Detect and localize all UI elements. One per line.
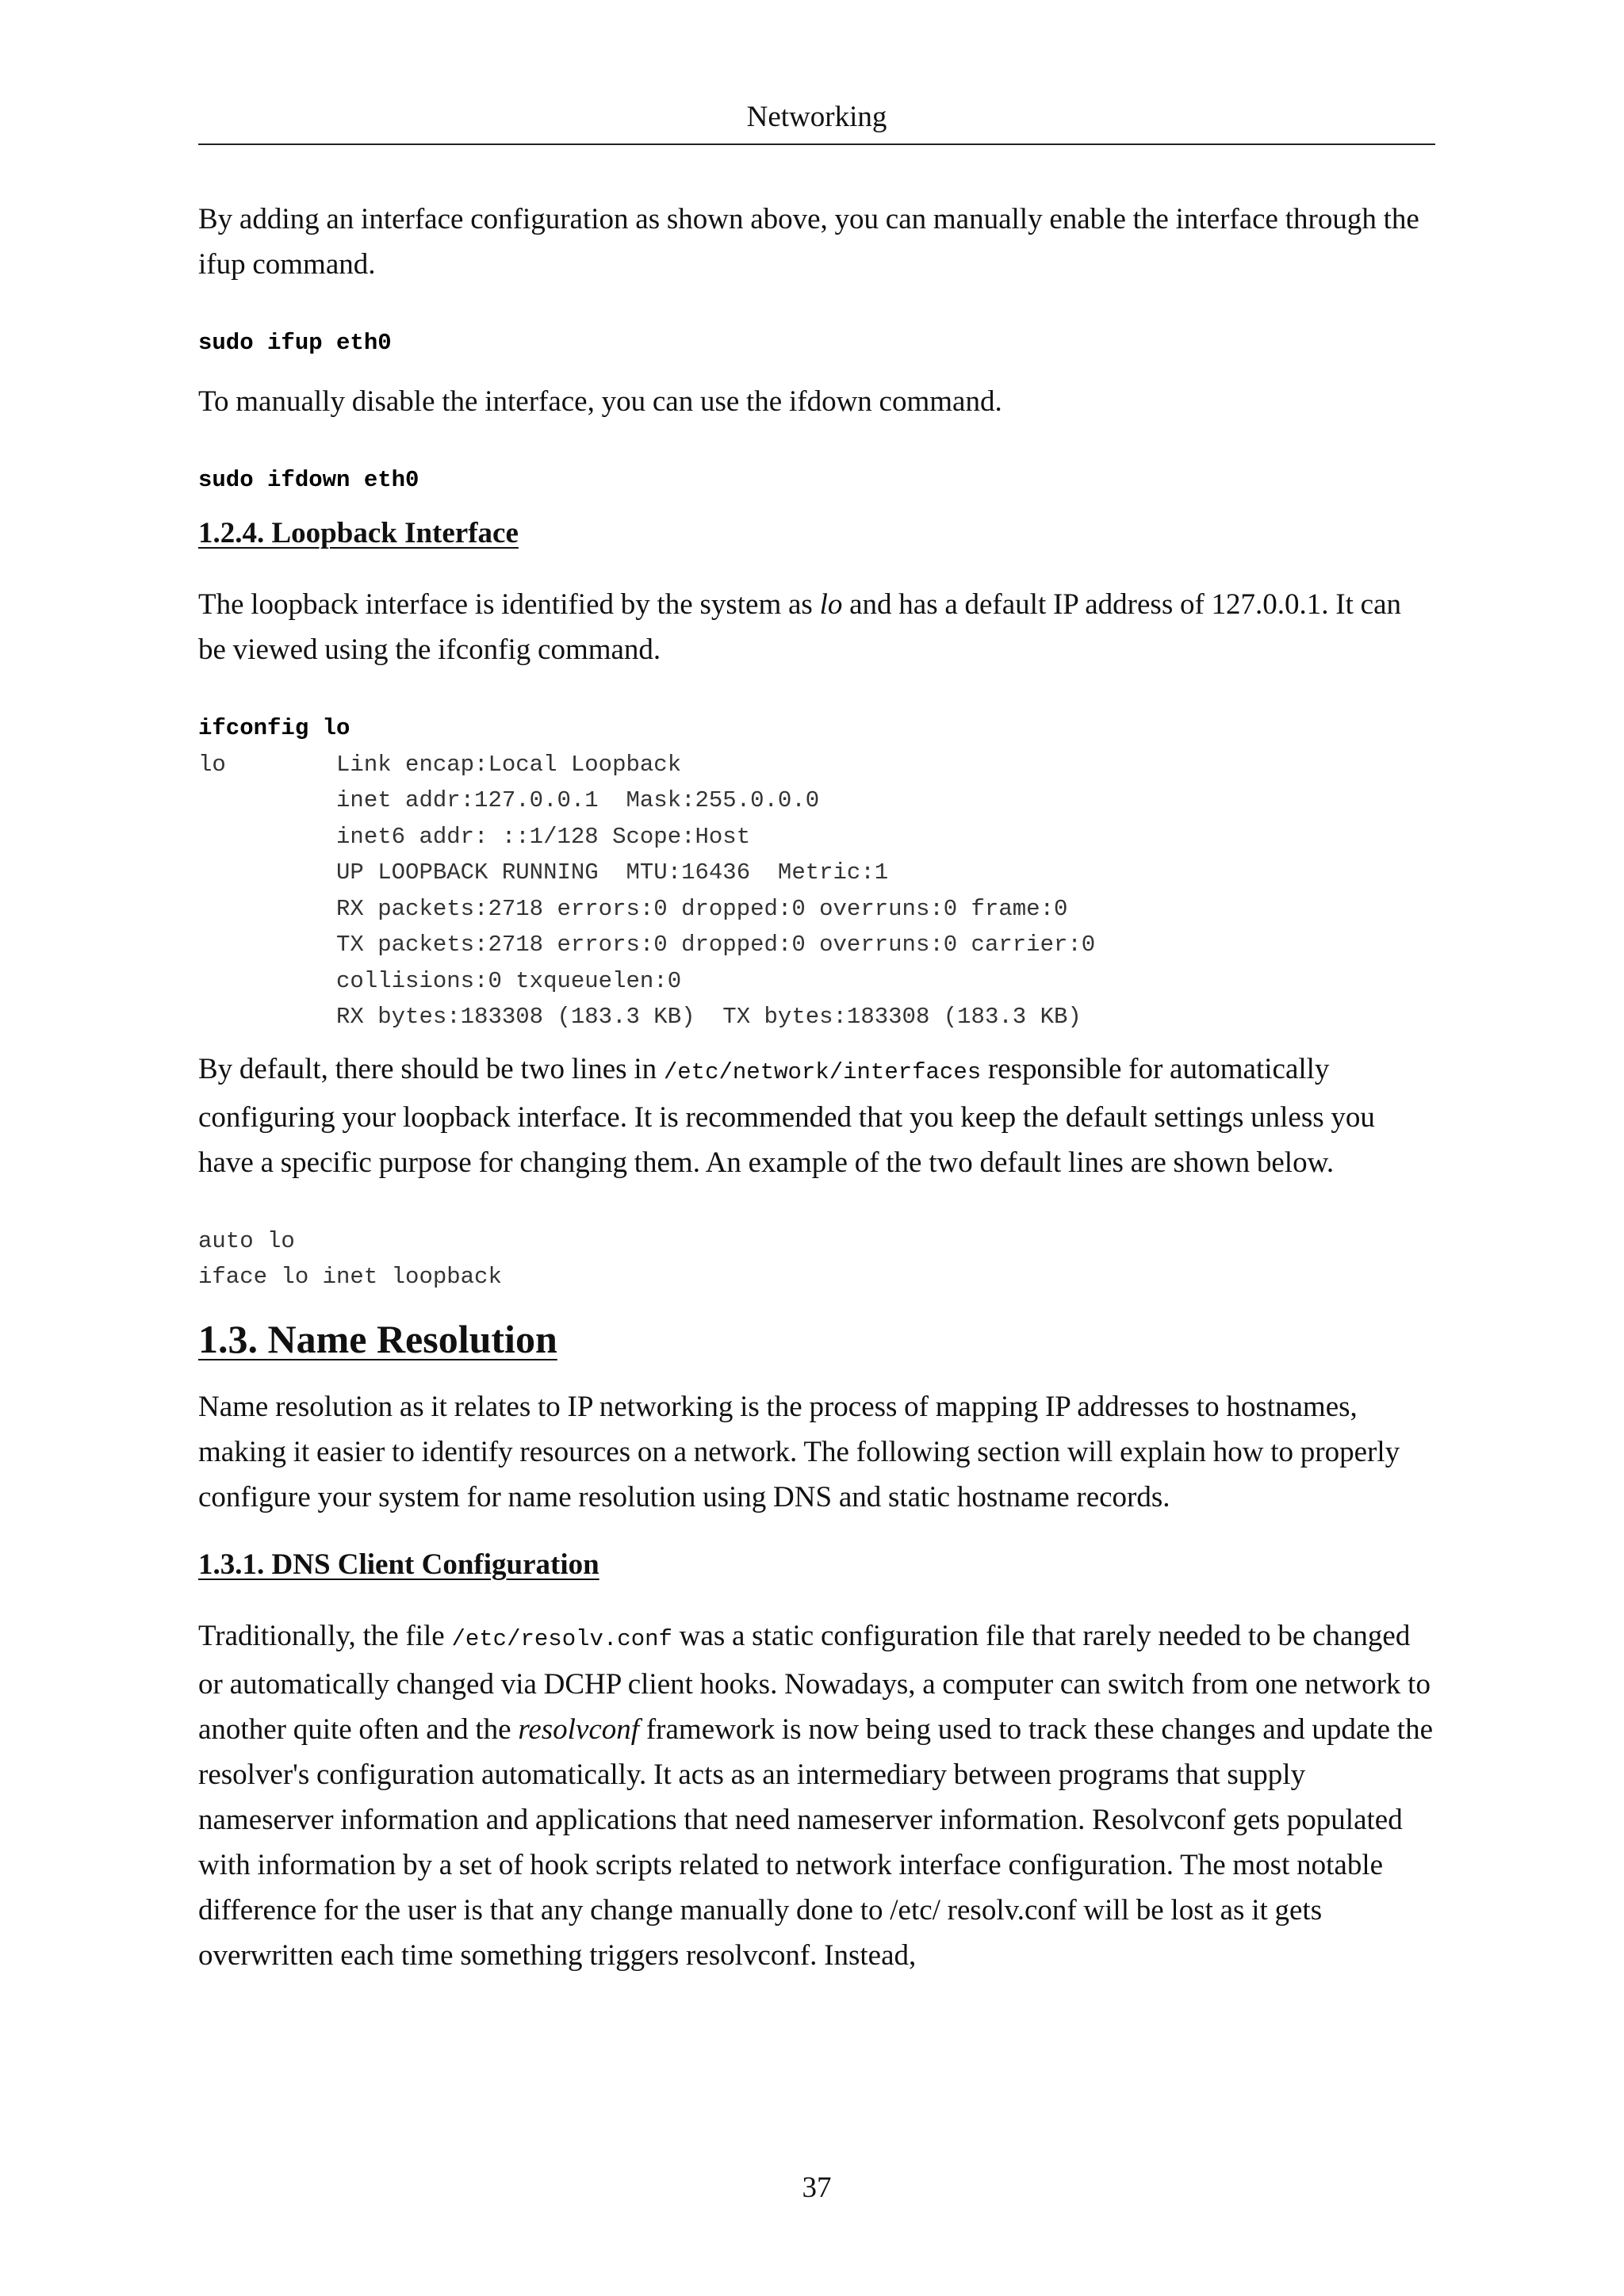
running-header: Networking [746,101,887,133]
code-line: TX packets:2718 errors:0 dropped:0 overruns:0 carrier:0 [198,932,1096,958]
section-heading-dns-client: 1.3.1. DNS Client Configuration [198,1548,599,1581]
code-line: UP LOOPBACK RUNNING MTU:16436 Metric:1 [198,859,889,886]
text-run: By default, there should be two lines in [198,1052,664,1085]
inline-code-interfaces-path: /etc/network/interfaces [663,1058,982,1085]
code-line: auto lo [198,1227,295,1254]
code-line: inet6 addr: ::1/128 Scope:Host [198,823,751,850]
paragraph-resolvconf [198,1613,1435,1978]
text-run: responsible for automatically configuring your loopback interface. It is recommended that you keep the default settings unless you have a specific purpose for changing them. An example of the two default lines are shown below. [198,1052,1375,1179]
code-command-ifdown: sudo ifdown eth0 [198,466,419,493]
paragraph-name-resolution: Name resolution as it relates to IP networking is the process of mapping IP addresses to hostnames, making it easier to identify resources on a network. The following section will explain how to properly configure your system for name resolution using DNS and static hostname records. [198,1390,1400,1513]
code-block-ifdown [198,462,1435,499]
code-line: inet addr:127.0.0.1 Mask:255.0.0.0 [198,787,820,813]
code-line: RX packets:2718 errors:0 dropped:0 overruns:0 frame:0 [198,895,1068,922]
paragraph-loopback-description [198,582,1435,672]
emphasis-lo: lo [819,588,843,621]
code-block-default-lines [198,1223,1435,1295]
code-block-ifup [198,325,1435,362]
code-block-ifconfig [198,710,1435,1035]
inline-code-resolv-path: /etc/resolv.conf [451,1625,672,1652]
code-line: iface lo inet loopback [198,1264,502,1290]
page-body [198,197,1435,1978]
section-heading-name-resolution: 1.3. Name Resolution [198,1316,557,1361]
text-run: was a static configuration file that rarely needed to be changed or automatically changed via DCHP client hooks. Nowadays, a computer can switch from one network to another quite often and the [198,1619,1431,1746]
code-line: collisions:0 txqueuelen:0 [198,967,682,994]
header-divider [198,144,1435,145]
code-command-ifup: sudo ifup eth0 [198,330,392,356]
page-number: 37 [802,2172,832,2204]
text-run: The loopback interface is identified by the system as [198,588,820,621]
section-heading-loopback: 1.2.4. Loopback Interface [198,517,519,549]
text-run: framework is now being used to track these changes and update the resolver's configuration automatically. It acts as an intermediary between programs that supply nameserver information and applications that need nameserver information. Resolvconf gets populated with information by a set of hook scripts related to network interface configuration. The most notable difference for the user is that any change manually done to /etc/ resolv.conf will be lost as it gets overwritten each time something triggers resolvconf. Instead, [198,1712,1433,1972]
paragraph-default-loopback [198,1047,1435,1185]
text-run: Traditionally, the file [198,1619,452,1652]
code-line: lo Link encap:Local Loopback [198,751,682,778]
paragraph-ifup-intro: By adding an interface configuration as shown above, you can manually enable the interface through the ifup command. [198,203,1419,281]
code-line: RX bytes:183308 (183.3 KB) TX bytes:183308 (183.3 KB) [198,1004,1082,1030]
code-command-ifconfig: ifconfig lo [198,715,350,741]
paragraph-ifdown-intro: To manually disable the interface, you can use the ifdown command. [198,385,1002,418]
emphasis-resolvconf: resolvconf [518,1712,640,1746]
text-run: and has a default IP address of 127.0.0.1. It can be viewed using the ifconfig command. [198,588,1401,666]
